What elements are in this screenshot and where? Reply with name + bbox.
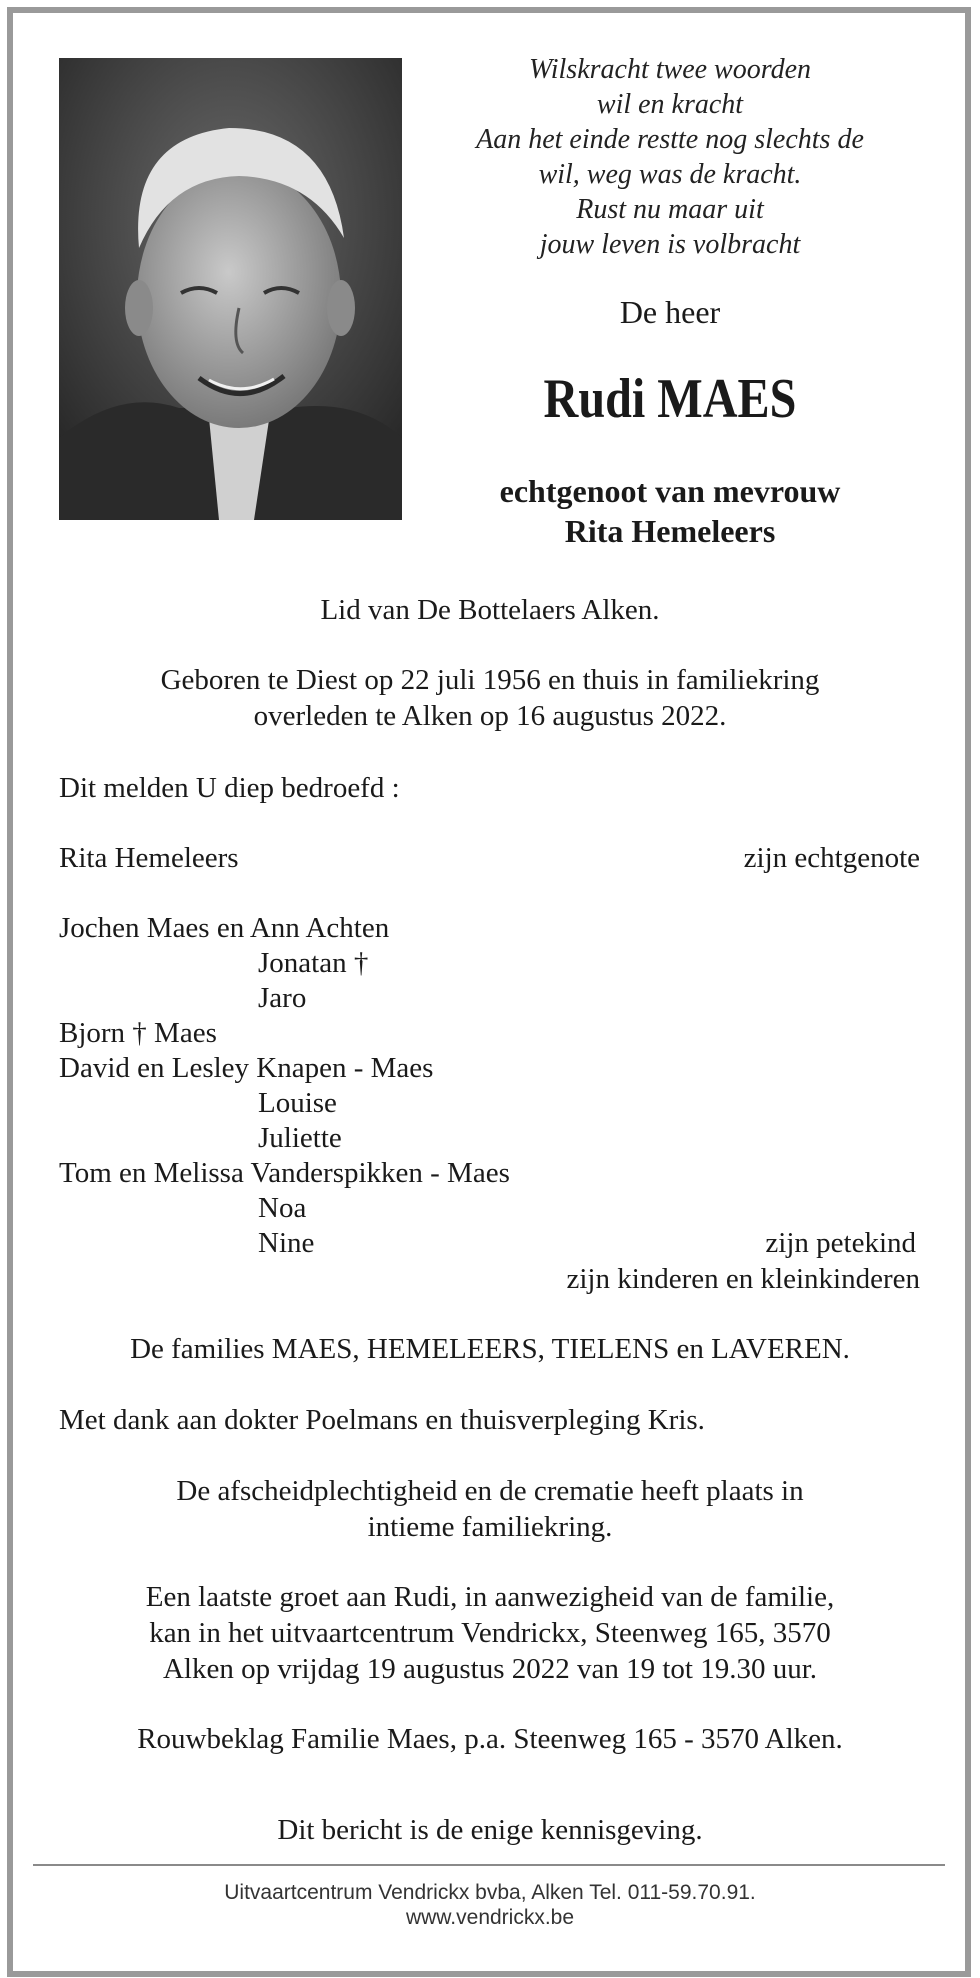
family-line: Jochen Maes en Ann Achten: [59, 912, 390, 944]
notice: Dit bericht is de enige kennisgeving.: [277, 1814, 703, 1846]
portrait-photo: [59, 58, 402, 520]
family-line: Jaro: [258, 982, 307, 1014]
deceased-name: Rudi MAES: [543, 368, 797, 430]
birth-line-2: overleden te Alken op 16 augustus 2022.: [253, 700, 727, 732]
greeting-line-3: Alken op vrijdag 19 augustus 2022 van 19 tot 19.30 uur.: [162, 1653, 818, 1685]
poem-line: Wilskracht twee woorden: [528, 54, 812, 85]
footer-divider: [33, 1864, 945, 1866]
family-spouse-role: zijn echtgenote: [743, 842, 920, 874]
poem-line: jouw leven is volbracht: [539, 229, 801, 260]
poem-line: Rust nu maar uit: [576, 194, 764, 225]
greeting-line-2: kan in het uitvaartcentrum Vendrickx, Steenweg 165, 3570: [149, 1617, 831, 1649]
godchild-role: zijn petekind: [765, 1227, 916, 1259]
spouse-info: [430, 471, 910, 551]
thanks: Met dank aan dokter Poelmans en thuisverpleging Kris.: [59, 1404, 705, 1436]
footer-company: Uitvaartcentrum Vendrickx bvba, Alken Tel. 011-59.70.91.: [224, 1881, 756, 1904]
membership: Lid van De Bottelaers Alken.: [320, 594, 660, 626]
greeting-line-1: Een laatste groet aan Rudi, in aanwezigheid van de familie,: [145, 1581, 835, 1613]
family-spouse-name: Rita Hemeleers: [59, 842, 239, 874]
condolence-address: Rouwbeklag Familie Maes, p.a. Steenweg 165 - 3570 Alken.: [137, 1723, 843, 1755]
family-line: Bjorn † Maes: [59, 1017, 217, 1049]
ceremony-line-2: intieme familiekring.: [367, 1511, 613, 1543]
poem-line: wil en kracht: [596, 89, 744, 120]
family-line: Tom en Melissa Vanderspikken - Maes: [59, 1157, 510, 1189]
families: De families MAES, HEMELEERS, TIELENS en LAVEREN.: [130, 1333, 850, 1365]
family-line: Noa: [258, 1192, 307, 1224]
family-line: David en Lesley Knapen - Maes: [59, 1052, 434, 1084]
family-line: Louise: [258, 1087, 337, 1119]
family-line: Nine: [258, 1227, 315, 1259]
poem-line: Aan het einde restte nog slechts de: [476, 124, 864, 155]
salutation: De heer: [619, 294, 721, 330]
ceremony-line-1: De afscheidplechtigheid en de crematie heeft plaats in: [176, 1475, 804, 1507]
spouse-line-2: Rita Hemeleers: [564, 513, 776, 549]
poem: [430, 52, 910, 262]
family-line: Juliette: [258, 1122, 342, 1154]
announcement: Dit melden U diep bedroefd :: [59, 772, 400, 804]
children-role: zijn kinderen en kleinkinderen: [566, 1263, 920, 1295]
family-line: Jonatan †: [258, 947, 369, 979]
footer-website[interactable]: www.vendrickx.be: [405, 1906, 575, 1929]
birth-line-1: Geboren te Diest op 22 juli 1956 en thuis in familiekring: [160, 664, 820, 696]
poem-line: wil, weg was de kracht.: [538, 159, 802, 190]
spouse-line-1: echtgenoot van mevrouw: [499, 473, 841, 509]
